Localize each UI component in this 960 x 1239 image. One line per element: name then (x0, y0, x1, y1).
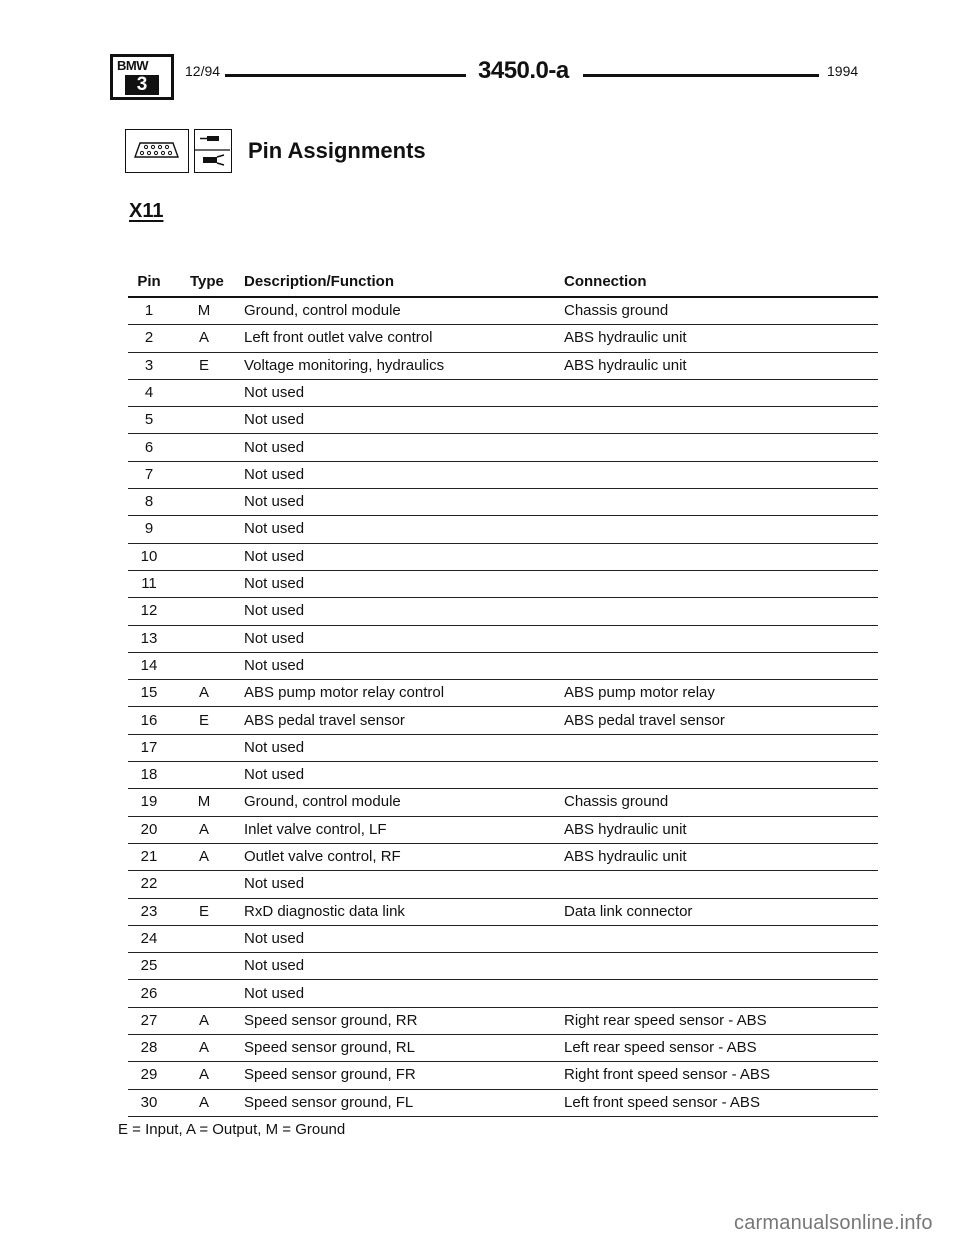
connector-id: X11 (129, 200, 164, 222)
connection-cell: Chassis ground (564, 793, 669, 811)
pin-cell: 1 (144, 302, 154, 319)
connection-cell: ABS hydraulic unit (564, 356, 687, 374)
connection-cell: ABS pedal travel sensor (564, 711, 725, 729)
table-row (128, 626, 878, 653)
description-cell: Inlet valve control, LF (244, 820, 387, 838)
header-rule-right (583, 74, 819, 77)
table-row (128, 899, 878, 926)
type-cell: A (198, 1039, 209, 1057)
table-row (128, 1090, 878, 1117)
description-cell: Not used (244, 984, 305, 1002)
pin-cell: 8 (144, 493, 154, 511)
type-cell: A (198, 1066, 209, 1084)
description-cell: Not used (244, 602, 305, 620)
description-cell: Not used (244, 656, 305, 674)
pin-cell: 27 (140, 1011, 158, 1029)
pin-cell: 5 (144, 411, 154, 429)
connection-cell: ABS hydraulic unit (564, 329, 687, 347)
pin-cell: 9 (144, 520, 154, 538)
description-cell: RxD diagnostic data link (244, 902, 405, 920)
connection-cell: ABS hydraulic unit (564, 820, 687, 838)
pin-cell: 28 (140, 1039, 158, 1057)
table-row (128, 1008, 878, 1035)
type-cell: E (198, 902, 209, 920)
type-cell: M (197, 302, 211, 319)
pin-cell: 11 (141, 575, 157, 592)
pin-cell: 12 (140, 602, 158, 620)
description-cell: ABS pedal travel sensor (244, 711, 405, 729)
table-row (128, 653, 878, 680)
type-cell: E (198, 711, 209, 729)
pin-cell: 24 (140, 929, 158, 947)
table-row (128, 544, 878, 571)
table-row (128, 953, 878, 980)
table-row (128, 462, 878, 489)
table-row (128, 871, 878, 898)
description-cell: Not used (244, 520, 305, 538)
type-cell: E (198, 356, 209, 374)
table-row (128, 762, 878, 789)
section-title: Pin Assignments (248, 138, 426, 163)
description-cell: Voltage monitoring, hydraulics (244, 356, 445, 374)
pin-cell: 25 (140, 957, 158, 975)
pin-cell: 23 (140, 902, 158, 920)
watermark: carmanualsonline.info (734, 1212, 933, 1234)
description-cell: Speed sensor ground, FR (244, 1066, 416, 1084)
pin-cell: 29 (140, 1066, 158, 1084)
table-row (128, 298, 878, 325)
header-date: 12/94 (185, 63, 221, 79)
connection-cell: Data link connector (564, 902, 693, 920)
logo-series-number: 3 (125, 75, 159, 95)
pin-cell: 30 (140, 1093, 158, 1111)
table-row (128, 817, 878, 844)
table-row (128, 435, 878, 462)
pin-cell: 2 (144, 329, 154, 347)
pin-cell: 17 (140, 738, 158, 756)
document-number: 3450.0-a (478, 57, 569, 84)
pin-cell: 14 (140, 656, 158, 674)
pin-cell: 18 (140, 766, 158, 784)
description-cell: Not used (244, 875, 305, 893)
table-row (128, 1062, 878, 1089)
pin-cell: 10 (140, 547, 158, 565)
description-cell: Outlet valve control, RF (244, 848, 401, 865)
description-cell: Ground, control module (244, 793, 401, 811)
description-cell: Speed sensor ground, RR (244, 1011, 418, 1029)
table-row (128, 1035, 878, 1062)
connector-icon (125, 129, 189, 173)
connection-cell: Right front speed sensor - ABS (564, 1066, 770, 1084)
pin-cell: 22 (140, 875, 158, 893)
type-cell: M (197, 793, 211, 811)
description-cell: Ground, control module (244, 302, 401, 319)
pin-cell: 4 (144, 383, 154, 401)
connection-cell: ABS hydraulic unit (564, 848, 687, 865)
type-cell: A (198, 329, 209, 347)
description-cell: Not used (244, 629, 305, 647)
table-row (128, 926, 878, 953)
type-cell: A (198, 848, 209, 865)
pin-assignment-icon (194, 129, 232, 173)
pin-cell: 19 (140, 793, 158, 811)
connection-cell: Left rear speed sensor - ABS (564, 1039, 757, 1057)
description-cell: Not used (244, 957, 305, 975)
table-row (128, 844, 878, 871)
description-cell: Not used (244, 438, 305, 456)
column-header-pin: Pin (137, 273, 161, 290)
connection-cell: Chassis ground (564, 302, 669, 319)
table-row (128, 571, 878, 598)
type-cell: A (198, 820, 209, 838)
bmw-3-series-logo (110, 54, 174, 100)
description-cell: Not used (244, 575, 305, 592)
description-cell: Left front outlet valve control (244, 329, 433, 347)
column-header-description: Description/Function (244, 273, 394, 290)
table-row (128, 735, 878, 762)
description-cell: Not used (244, 738, 305, 756)
description-cell: Not used (244, 493, 305, 511)
header-rule-left (225, 74, 466, 77)
table-row (128, 598, 878, 625)
type-cell: A (198, 684, 209, 702)
table-row (128, 981, 878, 1008)
pin-cell: 26 (140, 984, 158, 1002)
table-row (128, 489, 878, 516)
table-row (128, 353, 878, 380)
pin-cell: 16 (140, 711, 158, 729)
description-cell: Not used (244, 411, 305, 429)
pin-cell: 13 (140, 629, 158, 647)
pin-cell: 3 (144, 356, 154, 374)
connection-cell: ABS pump motor relay (564, 684, 715, 702)
pin-cell: 6 (144, 438, 154, 456)
table-row (128, 789, 878, 816)
table-row (128, 325, 878, 352)
description-cell: ABS pump motor relay control (244, 684, 445, 702)
pin-cell: 20 (140, 820, 158, 838)
pin-cell: 7 (144, 465, 154, 483)
description-cell: Speed sensor ground, RL (244, 1039, 415, 1057)
logo-brand-text: BMW (117, 58, 148, 73)
description-cell: Not used (244, 766, 305, 784)
table-row (128, 516, 878, 543)
description-cell: Not used (244, 929, 305, 947)
type-cell: A (198, 1011, 209, 1029)
connection-cell: Right rear speed sensor - ABS (564, 1011, 767, 1029)
description-cell: Speed sensor ground, FL (244, 1093, 414, 1111)
column-header-type: Type (190, 273, 224, 290)
column-header-connection: Connection (564, 273, 647, 290)
table-row (128, 380, 878, 407)
header-year: 1994 (827, 63, 859, 79)
pin-cell: 21 (140, 848, 158, 865)
table-row (128, 708, 878, 735)
table-row (128, 680, 878, 707)
description-cell: Not used (244, 383, 305, 401)
type-cell: A (198, 1093, 209, 1111)
description-cell: Not used (244, 547, 305, 565)
type-legend: E = Input, A = Output, M = Ground (118, 1121, 346, 1138)
table-row (128, 407, 878, 434)
description-cell: Not used (244, 465, 305, 483)
pin-cell: 15 (140, 684, 158, 702)
connection-cell: Left front speed sensor - ABS (564, 1093, 760, 1111)
